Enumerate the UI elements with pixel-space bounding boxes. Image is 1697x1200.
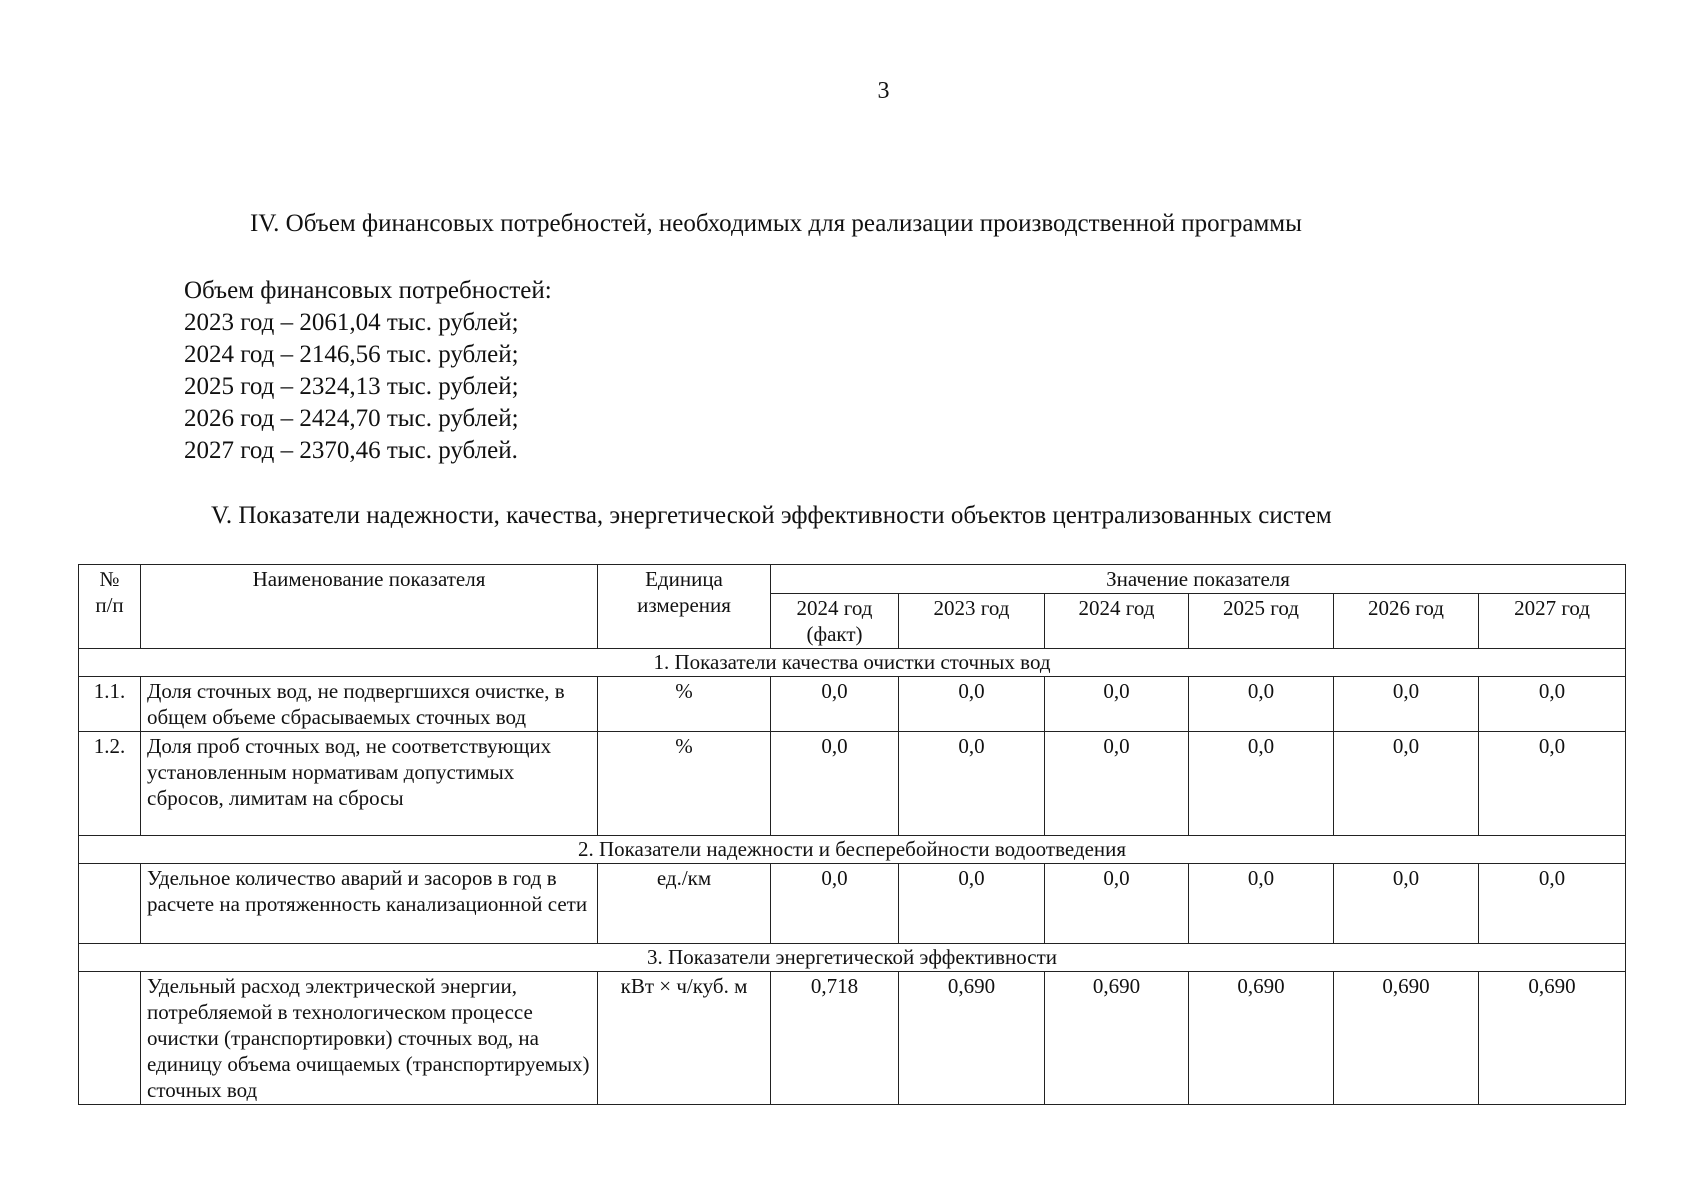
row-value: 0,0: [1479, 732, 1626, 836]
row-value: 0,0: [1334, 732, 1479, 836]
page-number: 3: [877, 78, 890, 104]
row-value: 0,0: [899, 677, 1045, 732]
group-title-2: 2. Показатели надежности и бесперебойности водоотведения: [79, 836, 1626, 864]
header-year-3: 2025 год: [1189, 594, 1334, 649]
header-unit-line2: измерения: [637, 593, 731, 617]
row-value: 0,718: [771, 972, 899, 1105]
row-num: 1.2.: [79, 732, 141, 836]
row-value: 0,0: [1334, 677, 1479, 732]
group-title-row: [79, 836, 1626, 864]
header-num-line2: п/п: [95, 593, 124, 617]
row-name: Доля сточных вод, не подвергшихся очистке, в общем объеме сбрасываемых сточных вод: [141, 677, 598, 732]
row-unit: %: [598, 732, 771, 836]
group-title-1: 1. Показатели качества очистки сточных вод: [79, 649, 1626, 677]
header-unit: [598, 565, 771, 649]
row-value: 0,690: [1045, 972, 1189, 1105]
finance-line-2023: 2023 год – 2061,04 тыс. рублей;: [184, 309, 519, 336]
row-unit: кВт × ч/куб. м: [598, 972, 771, 1105]
table-row: [79, 732, 1626, 836]
finance-needs-block: [184, 275, 552, 467]
section-iv-title: IV. Объем финансовых потребностей, необходимых для реализации производственной программы: [250, 210, 1302, 237]
row-value: 0,0: [1189, 677, 1334, 732]
row-value: 0,0: [1334, 864, 1479, 944]
group-title-3: 3. Показатели энергетической эффективности: [79, 944, 1626, 972]
row-value: 0,690: [1334, 972, 1479, 1105]
row-value: 0,0: [771, 864, 899, 944]
header-year-5: 2027 год: [1479, 594, 1626, 649]
table-row: [79, 972, 1626, 1105]
row-value: 0,0: [771, 677, 899, 732]
finance-line-2026: 2026 год – 2424,70 тыс. рублей;: [184, 405, 519, 432]
row-name: Доля проб сточных вод, не соответствующих установленным нормативам допустимых сбросов, лимитам на сбросы: [141, 732, 598, 836]
indicators-table-wrapper: [78, 564, 1625, 1105]
row-unit: %: [598, 677, 771, 732]
row-value: 0,0: [1189, 864, 1334, 944]
header-year-1: 2023 год: [899, 594, 1045, 649]
finance-line-2025: 2025 год – 2324,13 тыс. рублей;: [184, 373, 519, 400]
table-row: [79, 677, 1626, 732]
row-name: Удельное количество аварий и засоров в год в расчете на протяженность канализационной сети: [141, 864, 598, 944]
group-title-row: [79, 649, 1626, 677]
row-name: Удельный расход электрической энергии, потребляемой в технологическом процессе очистки (транспортировки) сточных вод, на единицу объема очищаемых (транспортируемых) сточных вод: [141, 972, 598, 1105]
row-value: 0,0: [899, 864, 1045, 944]
table-row: [79, 864, 1626, 944]
row-value: 0,0: [1479, 677, 1626, 732]
row-num: [79, 864, 141, 944]
row-value: 0,690: [1189, 972, 1334, 1105]
row-value: 0,0: [1189, 732, 1334, 836]
indicators-table: [78, 564, 1626, 1105]
row-value: 0,0: [771, 732, 899, 836]
header-year-0: 2024 год (факт): [771, 594, 899, 649]
header-year-4: 2026 год: [1334, 594, 1479, 649]
row-value: 0,690: [899, 972, 1045, 1105]
row-num: 1.1.: [79, 677, 141, 732]
header-num-line1: №: [99, 567, 120, 591]
table-header-row-1: [79, 565, 1626, 594]
row-value: 0,690: [1479, 972, 1626, 1105]
row-value: 0,0: [899, 732, 1045, 836]
header-name: Наименование показателя: [141, 565, 598, 649]
section-v-title: V. Показатели надежности, качества, энергетической эффективности объектов централизованных систем: [211, 502, 1332, 529]
row-value: 0,0: [1045, 864, 1189, 944]
row-value: 0,0: [1045, 677, 1189, 732]
header-unit-line1: Единица: [645, 567, 723, 591]
header-year-2: 2024 год: [1045, 594, 1189, 649]
row-unit: ед./км: [598, 864, 771, 944]
row-num: [79, 972, 141, 1105]
finance-line-2024: 2024 год – 2146,56 тыс. рублей;: [184, 341, 519, 368]
finance-line-2027: 2027 год – 2370,46 тыс. рублей.: [184, 437, 518, 464]
header-num: [79, 565, 141, 649]
group-title-row: [79, 944, 1626, 972]
row-value: 0,0: [1045, 732, 1189, 836]
row-value: 0,0: [1479, 864, 1626, 944]
header-value-group: Значение показателя: [771, 565, 1626, 594]
finance-intro: Объем финансовых потребностей:: [184, 277, 552, 304]
